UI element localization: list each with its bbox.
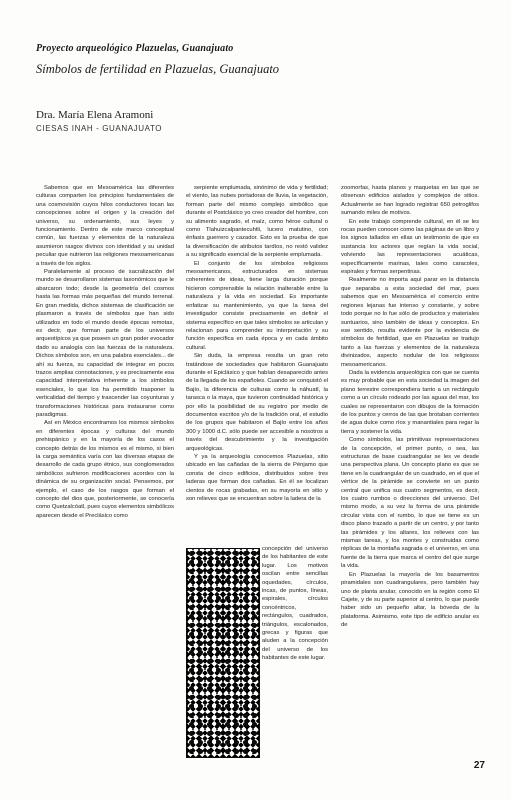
page-number: 27 [473,760,485,771]
section-kicker: Proyecto arqueológico Plazuelas, Guanajuato [36,43,234,54]
paragraph: El conjunto de los símbolos religiosos mesoamericanos, estructurados en sistemas coherentes de ideas, tiene larga duración porque hicieron comprensible la relación inalterable entre la naturaleza y la vida en sociedad. Es importante enfatizar su mantenimiento, ya que la tarea del investigador consiste precisamente en definir el sistema específico en que tales símbolos se articulan y relacionan para comprender su interpretación y su función específica en cada época y en cada ámbito cultural. [186,260,328,351]
paragraph: En Plazuelas la mayoría de los basamentos piramidales son cuadrangulares, pero también hay uno de planta anular, conocido en la región como El Cajete, y de su parte superior al centro, lo que puede haber sido un pequeño altar, la bóveda de la plataforma. Asimismo, este tipo de edificio anular es de [341,571,479,629]
paragraph: Así en México encontramos los mismos símbolos en diferentes épocas y culturas del mundo prehispánico y en la mayoría de los casos el concepto detrás de los mismos es el mismo, si bien la carga semántica varía con las diversas etapas de desarrollo de cada grupo étnico, sus conglomerados simbólicos sufrieron modificaciones acordes con la dinámica de su organización social. Pensemos, por ejemplo, el caso de los rasgos que forman el concepto del dios que, posteriormente, se conocería como Quetzalcóatl, pues cuyos elementos simbólicos aparecen desde el Preclásico como [36,420,174,519]
paragraph: Paralelamente al proceso de sacralización del mundo se desarrollaron sistemas taxonómicos que le abarcaron todo; desde la geometría del cosmos hasta las formas más pequeñas del mundo terrenal. En gran medida, dichos sistemas de clasificación se plasmaron a través de símbolos que han sido utilizados en todo el mundo desde épocas remotas, es decir, que forman parte de los universos arqueotípicos ya que poseen un gran poder evocador dado su analogía con las fuerzas de la naturaleza. Dichos símbolos son, en una palabra esenciales... de ahí su fuerza, su capacidad de integrar en pocos trazos amplias connotaciones, y es precisamente esa capacidad interpretativa inherente a los símbolos esenciales, lo que los ha permitido trasponer la verticalidad del tiempo y trascender las coyunturas y transformaciones históricas para instaurarse como paradigmas. [36,269,174,418]
paragraph: Y ya la arqueología conocemos Plazuelas, sitio ubicado en las cañadas de la sierra de Pénjamo que consta de cinco edificios, distribuidos sobre tres laderas que forman dos cañadas. En él se localizan cientos de rocas grabadas, en su mayoría en sitio y son relieves que se encuentran sobre la ladera de la [186,454,328,503]
paragraph: Realmente no importa aquí parar en la distancia que separaba a esta sociedad del mar, pues sabemos que en Mesoamérica el comercio entre regiones lejanas fue intenso y constante, y sobre todo porque no lo fue sólo de productos y materiales suntuarios, sino también de ideas y conceptos. En ese sentido, resulta evidente por la evidencia de símbolos de fertilidad, que en Plazuelas se tradujo tanto a las fuerzas y elementos de la naturaleza divinizados, aspecto nodular de los religiosos mesoamericanos. [341,277,479,368]
article-title: Símbolos de fertilidad en Plazuelas, Guanajuato [36,62,280,76]
paragraph: Dada la evidencia arqueológica con que se cuenta es muy probable que en esta sociedad la imagen del plano terrestre correspondiera tanto a un rectángulo como a un círculo rodeado por las aguas del mar, los cuales se representaron con dibujos de la formación de los puntos y cerros de las que brotaban corrientes de agua dulce como ríos y manantiales para regar la tierra y sostener la vida. [341,369,479,435]
paragraph: Sin duda, la empresa resulta un gran reto tratándose de sociedades que habitaron Guanajuato durante el Epiclásico y que habían desaparecido antes de la llegada de los españoles. Cuando se conquistó el Bajío, la diferencia de culturas como la náhuatl, la tarasca o la maya, que tuvieron continuidad histórica y por ello la posibilidad de su registro por medio de documentos escritos y/o de la tradición oral, el estudio de los grupos que habitaron el Bajío entre los años 300 y 1000 d.C. sólo puede ser accesible a nosotros a través del descubrimiento y la investigación arqueológicas. [186,353,328,452]
paragraph: zoomorfas, hasta planos y maquetas en las que se observan edificios aislados y complejos de sitios. Actualmente se han logrado registrar 650 petroglifos sumando miles de motivos. [341,185,479,217]
paragraph: Sabemos que en Mesoamérica las diferentes culturas comparten los principios fundamentales de una cosmovisión cuyos hilos conductores tocan las concepciones sobre el origen y la creación del universo, su ordenamiento, sus leyes y funcionamiento. Dentro de este marco conceptual común, las fuerzas y elementos de la naturaleza asumieron rasgos divinos con identidad y su unidad peculiar que nutrieron las religiones mesoamericanas a través de los siglos. [36,185,174,267]
text-column-2-wrap [262,545,328,758]
text-column-1 [36,184,174,758]
text-column-3 [341,184,479,758]
paragraph: Como símbolos, las primitivas representaciones de la concepción, el primer punto, o sea, las estructuras de base cuadrangular se les ve desde una perspectiva plana. Un concepto plano es que se tiene en la cuadrangular de un cuadrado, en el que el vértice de la pirámide se convierte en un punto central que unifica sus cuatro segmentos, es decir, los cuatro rumbos o direcciones del universo. Del mismo modo, a su vez la forma de una pirámide circular vista con el rumbo, lo que se tiene es un disco plano trazado a partir de un centro, y por tanto las pirámides y los altares, los relieves con las mismas tareas, y los montes y construidas como réplicas de la montaña sagrada o el universo, en una fuente de la tierra que marca el centro del que surge la vida. [341,437,479,570]
author-name: Dra. María Elena Aramoni [36,109,154,121]
paragraph: concepción del universo de los habitantes de este lugar. Los motivos oscilan entre sencillas oquedades, círculos, incas, de puntos, líneas, espirales, círculos concéntricos, rectángulos, cuadrados, triángulos, escalonados, grecas y figuras que aluden a la concepción del universo de los habitantes de este lugar. [262,546,328,662]
author-affiliation: CIESAS INAH - GUANAJUATO [36,124,163,133]
paragraph: En este trabajo comprende cultural, en él se les rocas pueden conocer como las páginas de un libro y los signos tallados en ellas un testimonio de que es sustancia los actores que regían la vida social, volviendo las representaciones acuáticas, específicamente marinas, tales como caracoles, espirales y formas serpentinas. [341,218,479,276]
text-column-2 [186,184,328,538]
paragraph: serpiente emplumada, sinónimo de vida y fertilidad; el viento, las nubes portadoras de lluvia, la vegetación, forman parte del mismo complejo simbólico que durante el Postclásico yo creo creador del hombre, con su alimento sagrado, el maíz, como héroe cultural o como Tlahuizcalpantecuhtli, lucero matutino, con énfasis guerrero y cazador. Esto es la prueba de que la diversificación de atributos tardíos, no restó validez a su significado esencial de la serpiente emplumada. [186,185,328,259]
petroglyph-pattern-image [186,548,260,758]
